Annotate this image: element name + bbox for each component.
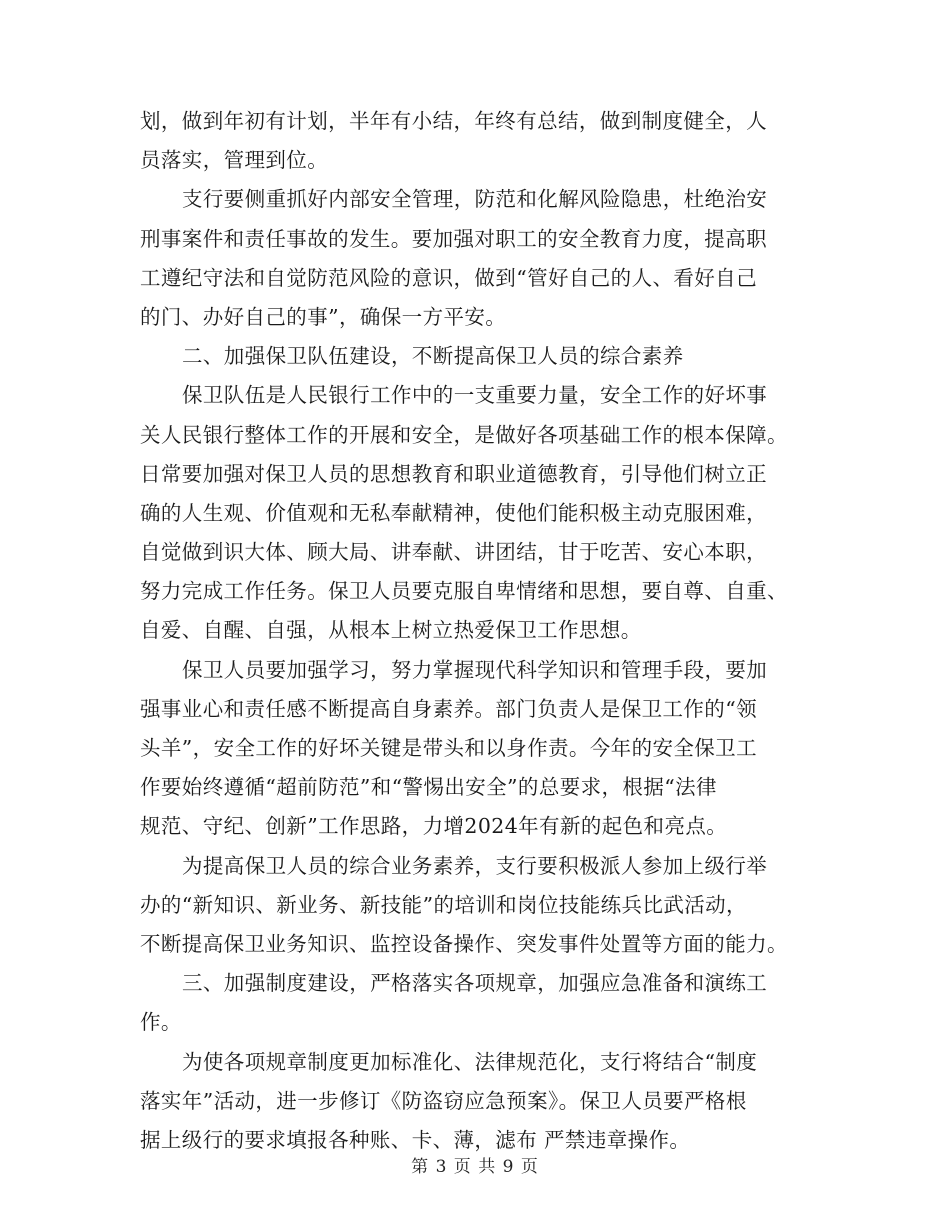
text-line: 三、加强制度建设，严格落实各项规章，加强应急准备和演练工 [182, 971, 768, 996]
text-line: 确的人生观、价值观和无私奉献精神，使他们能积极主动克服困难， [140, 500, 767, 525]
text-line: 保卫队伍是人民银行工作中的一支重要力量，安全工作的好坏事 [182, 383, 768, 408]
text-line: 自觉做到识大体、顾大局、讲奉献、讲团结，甘于吃苦、安心本职， [140, 540, 767, 565]
text-line: 的门、办好自己的事”，确保一方平安。 [140, 304, 507, 329]
text-line: 员落实，管理到位。 [140, 148, 329, 173]
text-line: 头羊”，安全工作的好坏关键是带头和以身作责。今年的安全保卫工 [140, 736, 757, 760]
text-line: 落实年”活动，进一步修订《防盗窃应急预案》。保卫人员要严格根 [140, 1088, 747, 1113]
text-line: 据上级行的要求填报各种账、卡、薄，滤布 严禁违章操作。 [140, 1127, 691, 1152]
text-line: 作要始终遵循“超前防范”和“警惕出安全”的总要求，根据“法律 [140, 775, 717, 800]
text-line: 自爱、自醒、自强，从根本上树立热爱保卫工作思想。 [140, 618, 642, 643]
text-line: 为使各项规章制度更加标准化、法律规范化，支行将结合“制度 [182, 1049, 758, 1074]
document-body [140, 102, 820, 1160]
text-line: 作。 [140, 1010, 182, 1035]
text-line: 保卫人员要加强学习，努力掌握现代科学知识和管理手段，要加 [182, 657, 768, 682]
text-line: 刑事案件和责任事故的发生。要加强对职工的安全教育力度，提高职 [140, 226, 767, 251]
page-footer: 第 3 页 共 9 页 [411, 1157, 539, 1177]
text-line: 工遵纪守法和自觉防范风险的意识，做到“管好自己的人、看好自己 [140, 265, 757, 290]
text-line: 为提高保卫人员的综合业务素养，支行要积极派人参加上级行举 [182, 853, 768, 878]
text-line: 划，做到年初有计划，半年有小结，年终有总结，做到制度健全，人 [140, 109, 767, 133]
text-line: 强事业心和责任感不断提高自身素养。部门负责人是保卫工作的“领 [140, 696, 757, 721]
text-line: 规范、守纪、创新”工作思路，力增2024年有新的起色和亮点。 [140, 814, 728, 839]
text-line: 关人民银行整体工作的开展和安全，是做好各项基础工作的根本保障。 [140, 422, 788, 447]
text-line: 支行要侧重抓好内部安全管理，防范和化解风险隐患，杜绝治安 [182, 187, 768, 212]
text-line: 办的“新知识、新业务、新技能”的培训和岗位技能练兵比武活动， [140, 892, 747, 917]
text-line: 努力完成工作任务。保卫人员要克服自卑情绪和思想，要自尊、自重、 [140, 579, 788, 604]
text-line: 日常要加强对保卫人员的思想教育和职业道德教育，引导他们树立正 [140, 461, 767, 486]
text-line: 不断提高保卫业务知识、监控设备操作、突发事件处置等方面的能力。 [140, 931, 788, 956]
text-line: 二、加强保卫队伍建设，不断提高保卫人员的综合素养 [182, 344, 684, 369]
